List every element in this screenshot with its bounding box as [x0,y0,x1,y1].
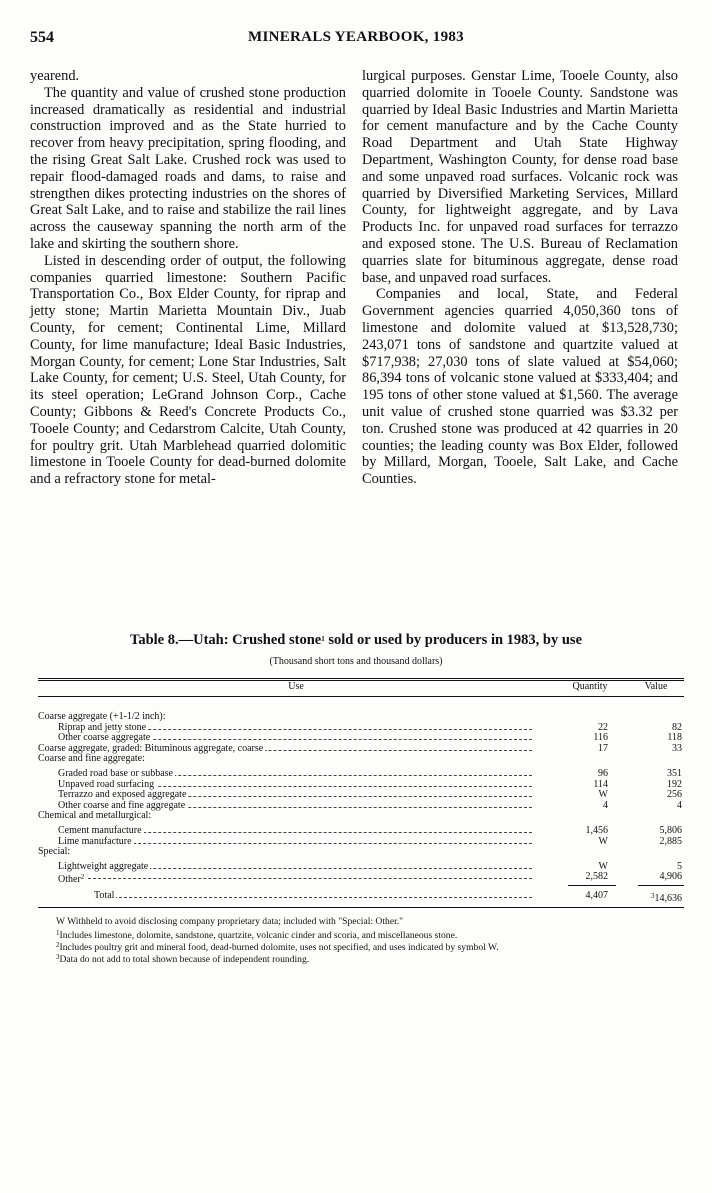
cell-value: 82 [672,721,682,733]
table-row [38,871,684,886]
footnote-3: $^3$Data do not add to total shown because of independent rounding. [56,953,310,965]
sum-rule [568,885,616,886]
cell-value: 5 [677,860,682,872]
left-column [30,68,346,488]
cell-value: 33 [672,742,682,754]
table-row [38,769,684,780]
leader-dots [58,878,532,879]
footnote-2: $^2$Includes poultry grit and mineral food, dead-burned dolomite, uses not specified, and uses indicated by symbol W. [56,941,499,953]
page-number: 554 [30,29,54,46]
leader-dots [94,897,532,898]
row-label: Coarse aggregate, graded: Bituminous aggregate, coarse [38,742,264,754]
row-label: Terrazzo and exposed aggregate [58,789,187,801]
row-label: Special: [38,846,71,858]
paragraph: yearend. [30,68,80,84]
cell-quantity: 22 [598,721,608,733]
table-row-total [38,891,684,902]
table-subtitle: (Thousand short tons and thousand dollars) [269,656,443,667]
cell-quantity: W [598,789,608,801]
paragraph: Companies and local, State, and Federal Government agencies quarried 4,050,360 tons of limestone and dolomite valued at $13,528,730; 243,071 tons of sandstone and quartzite valued at $717,938; 27,030 tons of slate valued at $54,060; 86,394 tons of volcanic stone valued at $333,404; and 195 tons of other stone valued at $1,560. The average unit value of crushed stone quarried was $3.32 per ton. Crushed stone was produced at 42 quarries in 20 counties; the leading county was Box Elder, followed by Millard, Morgan, Tooele, Salt Lake, and Cache Counties. [362,286,678,488]
cell-value: 4,906 [659,871,682,883]
page-header [30,29,682,51]
cell-value: 4 [677,799,682,811]
footnote-1: $^1$Includes limestone, dolomite, sandstone, quartzite, volcanic cinder and scoria, and miscellaneous stone. [56,929,458,941]
row-label: Cement manufacture [58,824,142,836]
row-label: Other coarse and fine aggregate [58,799,186,811]
table-title: Table 8.—Utah: Crushed stone$^1$ sold or used by producers in 1983, by use [129,632,583,648]
cell-quantity: 116 [593,732,608,744]
running-title: MINERALS YEARBOOK, 1983 [248,29,464,45]
cell-value: 351 [667,767,682,779]
cell-quantity: 17 [598,742,608,754]
column-header-quantity: Quantity [572,681,608,692]
total-value: $^3$14,636 [651,892,682,904]
row-label: Graded road base or subbase [58,767,173,779]
row-label: Coarse aggregate (+1-1/2 inch): [38,711,166,722]
row-label: Lightweight aggregate [58,860,149,872]
paragraph: lurgical purposes. Genstar Lime, Tooele County, also quarried dolomite in Tooele County. Sandstone was quarried by Ideal Basic Industries and Martin Marietta for cement manufacture and by the Cache County Road Department and Utah State Highway Department, Washington County, for dense road base and some unpaved road surfaces. Volcanic rock was quarried by Diversified Marketing Services, Millard County, for lightweight aggregate, and by Lava Products Inc. for unpaved road surfaces for terrazzo and exposed stone. The U.S. Bureau of Reclamation quarries slate for bituminous aggregate, dense road base, and unpaved road surfaces. [362,68,678,286]
cell-value: 118 [667,732,682,744]
row-label: Other coarse aggregate [58,732,151,744]
table-rule [38,696,684,697]
sum-rule [638,885,684,886]
row-label: Chemical and metallurgical: [38,810,152,822]
row-label: Coarse and fine aggregate: [38,753,145,765]
row-label: Lime manufacture [58,835,132,847]
cell-quantity: 96 [598,767,608,779]
cell-quantity: 1,456 [585,824,608,836]
cell-quantity: W [598,835,608,847]
cell-value: 192 [667,778,682,790]
column-header-value: Value [644,681,668,692]
table-body [38,711,684,886]
table-rule [38,907,684,908]
cell-value: 256 [667,789,682,801]
cell-value: 5,806 [659,824,682,836]
table-row [38,837,684,848]
table-row [38,847,684,858]
row-label: Unpaved road surfacing [58,778,155,790]
cell-value: 2,885 [659,835,682,847]
body-text [30,68,682,628]
total-quantity: 4,407 [585,890,608,901]
column-header-use: Use [288,681,304,692]
paragraph: Listed in descending order of output, the following companies quarried limestone: Southern Pacific Transportation Co., Box Elder County, for riprap and jetty stone; Martin Marietta Mountain Div., Juab County, for cement; Continental Lime, Millard County, for lime manufacture; Ideal Basic Industries, Morgan County, for cement; Lone Star Industries, Salt Lake County, for cement; U.S. Steel, Utah County, for its steel operation; LeGrand Johnson Corp., Cache County; Gibbons & Reed's Concrete Products Co., Tooele County; and Cedarstrom Calcite, Utah County, for poultry grit. Utah Marblehead quarried dolomitic limestone in Tooele County for dead-burned dolomite and a refractory stone for metal- [30,252,346,488]
row-label: Riprap and jetty stone [58,721,147,733]
total-label: Total [94,890,115,901]
table-row [38,712,684,723]
table-row [38,754,684,765]
table-rule [38,678,684,679]
cell-quantity: 114 [593,778,608,790]
cell-quantity: W [598,860,608,872]
cell-quantity: 4 [603,799,608,811]
row-label: Other$^2$ [58,873,85,886]
footnote-mark: 1 [321,635,325,643]
table-row [38,826,684,837]
footnote-mark: 2 [80,873,85,882]
cell-quantity: 2,582 [585,871,608,883]
right-column [362,68,678,488]
footnote-w: W Withheld to avoid disclosing company proprietary data; included with "Special: Other." [56,916,404,927]
table-row [38,811,684,822]
paragraph: The quantity and value of crushed stone production increased dramatically as residential and industrial construction improved and as the State hurried to recover from heavy precipitation, spring flooding, and the rising Great Salt Lake. Crushed rock was used to repair flood-damaged roads and dams, to raise and strengthen dikes protecting industries on the shores of Great Salt Lake, and to raise and stabilize the rail lines across the causeway spanning the north arm of the lake and skirting the southern shore. [30,84,346,252]
